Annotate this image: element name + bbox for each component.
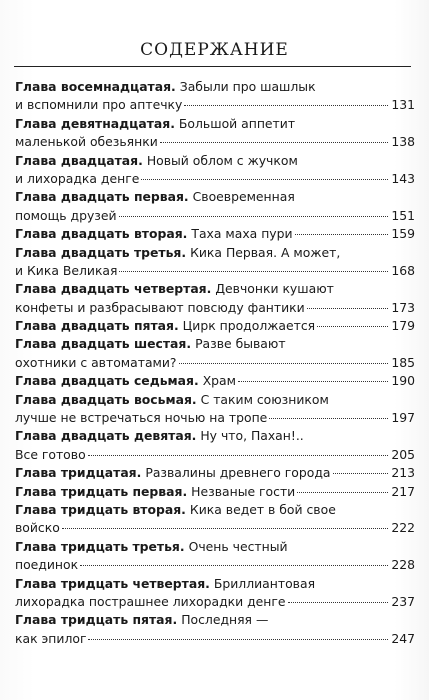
chapter-subtitle: Очень честный: [188, 538, 288, 554]
toc-entry[interactable]: [15, 483, 415, 501]
page-number: 205: [391, 446, 415, 462]
dot-leader: [297, 492, 388, 493]
toc-entry[interactable]: [15, 335, 415, 372]
dot-leader: [238, 381, 388, 382]
toc-entry-line: [15, 299, 415, 317]
toc-entry[interactable]: [15, 115, 415, 152]
chapter-subtitle: лучше не встречаться ночью на тропе: [15, 410, 268, 426]
chapter-subtitle: Ну что, Пахан!..: [200, 428, 304, 444]
toc-entry-line: [15, 170, 415, 188]
chapter-title: Глава тридцать третья.: [15, 538, 185, 554]
toc-entry-line: [15, 593, 415, 611]
page-number: 168: [391, 262, 415, 278]
toc-entry[interactable]: [15, 78, 415, 115]
chapter-subtitle: Незваные гости: [191, 483, 296, 499]
toc-entry-line: [15, 611, 415, 629]
dot-leader: [62, 528, 389, 529]
chapter-subtitle: маленькой обезьянки: [15, 134, 158, 150]
page-number: 185: [391, 354, 415, 370]
chapter-title: Глава двадцать четвертая.: [15, 281, 212, 297]
toc-entry-line: [15, 78, 415, 96]
toc-entry[interactable]: [15, 575, 415, 612]
chapter-title: Глава двадцать шестая.: [15, 336, 192, 352]
toc-entry-line: [15, 483, 415, 501]
dot-leader: [307, 308, 389, 309]
chapter-subtitle: Девчонки кушают: [215, 281, 334, 297]
dot-leader: [184, 105, 388, 106]
page-number: 179: [391, 318, 415, 334]
chapter-subtitle: Таха маха пури: [191, 226, 293, 242]
toc-entry-line: [15, 96, 415, 114]
toc-entry-line: [15, 317, 415, 335]
dot-leader: [317, 326, 388, 327]
page-number: 151: [391, 207, 415, 223]
toc-entry[interactable]: [15, 317, 415, 335]
chapter-title: Глава тридцать пятая.: [15, 612, 178, 628]
dot-leader: [88, 639, 388, 640]
toc-entry-line: [15, 115, 415, 133]
chapter-subtitle: Своевременная: [192, 189, 295, 205]
chapter-subtitle: лихорадка пострашнее лихорадки денге: [15, 593, 286, 609]
toc-entry-line: [15, 556, 415, 574]
dot-leader: [88, 455, 389, 456]
toc-entry-line: [15, 630, 415, 648]
dot-leader: [333, 473, 389, 474]
page-number: 217: [391, 483, 415, 499]
toc-entry[interactable]: [15, 244, 415, 281]
chapter-subtitle: Цирк продолжается: [182, 318, 316, 334]
toc-entry-line: [15, 409, 415, 427]
toc-entry-line: [15, 501, 415, 519]
chapter-title: Глава двадцать вторая.: [15, 226, 188, 242]
page-number: 247: [391, 630, 415, 646]
toc-entry-line: [15, 354, 415, 372]
chapter-subtitle: конфеты и разбрасывают повсюду фантики: [15, 299, 305, 315]
chapter-title: Глава двадцать первая.: [15, 189, 189, 205]
toc-entry-line: [15, 519, 415, 537]
page-number: 228: [391, 557, 415, 573]
dot-leader: [160, 142, 389, 143]
chapter-title: Глава тридцать вторая.: [15, 501, 186, 517]
chapter-subtitle: Новый облом с жучком: [146, 152, 298, 168]
dot-leader: [119, 216, 389, 217]
toc-entry-line: [15, 372, 415, 390]
page-number: 197: [391, 410, 415, 426]
toc-entry-line: [15, 391, 415, 409]
toc-entry-line: [15, 262, 415, 280]
toc-entry[interactable]: [15, 372, 415, 390]
chapter-title: Глава двадцатая.: [15, 152, 143, 168]
page-number: 213: [391, 465, 415, 481]
chapter-subtitle: охотники с автоматами?: [15, 354, 177, 370]
chapter-title: Глава двадцать девятая.: [15, 428, 197, 444]
dot-leader: [179, 363, 389, 364]
page-number: 222: [391, 520, 415, 536]
toc-entry[interactable]: [15, 152, 415, 189]
title-divider: [14, 66, 411, 67]
toc-entry[interactable]: [15, 427, 415, 464]
toc-entry-line: [15, 335, 415, 353]
chapter-subtitle: войско: [15, 520, 60, 536]
toc-entry-line: [15, 575, 415, 593]
toc-entry-line: [15, 133, 415, 151]
chapter-title: Глава двадцать седьмая.: [15, 373, 199, 389]
toc-entry-line: [15, 446, 415, 464]
page-number: 173: [391, 299, 415, 315]
chapter-title: Глава восемнадцатая.: [15, 79, 176, 94]
toc-entry-line: [15, 538, 415, 556]
toc-entry-line: [15, 207, 415, 225]
toc-entry-line: [15, 280, 415, 298]
dot-leader: [288, 602, 389, 603]
chapter-subtitle: как эпилог: [15, 630, 87, 646]
toc-entry-line: [15, 427, 415, 445]
dot-leader: [119, 271, 388, 272]
chapter-subtitle: поединок: [15, 557, 79, 573]
page-title: СОДЕРЖАНИЕ: [140, 40, 289, 60]
toc-entry-line: [15, 244, 415, 262]
toc-entry[interactable]: [15, 611, 415, 648]
toc-entry[interactable]: [15, 188, 415, 225]
dot-leader: [295, 234, 389, 235]
dot-leader: [141, 179, 388, 180]
chapter-subtitle: Забыли про шашлык: [179, 79, 316, 94]
page-number: 190: [391, 373, 415, 389]
chapter-title: Глава двадцать третья.: [15, 244, 187, 260]
toc-entry-line: [15, 152, 415, 170]
chapter-subtitle: Разве бывают: [195, 336, 286, 352]
chapter-subtitle: Большой аппетит: [178, 115, 296, 131]
toc-entry-line: [15, 464, 415, 482]
toc-entry-line: [15, 188, 415, 206]
toc-entry[interactable]: [15, 391, 415, 428]
dot-leader: [80, 565, 388, 566]
chapter-subtitle: Все готово: [15, 446, 86, 462]
chapter-subtitle: Кика Первая. А может,: [190, 244, 341, 260]
chapter-title: Глава двадцать восьмая.: [15, 391, 197, 407]
chapter-title: Глава девятнадцатая.: [15, 115, 175, 131]
chapter-title: Глава тридцать четвертая.: [15, 575, 210, 591]
chapter-subtitle: Кика ведет в бой свое: [189, 501, 336, 517]
chapter-title: Глава двадцать пятая.: [15, 318, 179, 334]
toc-entry[interactable]: [15, 501, 415, 538]
toc-entry-line: [15, 225, 415, 243]
chapter-title: Глава тридцатая.: [15, 465, 142, 481]
chapter-subtitle: и Кика Великая: [15, 262, 118, 278]
page-number: 131: [391, 97, 415, 113]
dot-leader: [269, 418, 388, 419]
toc-entry[interactable]: [15, 225, 415, 243]
page-number: 237: [391, 593, 415, 609]
chapter-subtitle: Последняя —: [181, 612, 269, 628]
page-number: 138: [391, 134, 415, 150]
chapter-subtitle: Развалины древнего города: [145, 465, 331, 481]
table-of-contents: [15, 78, 415, 648]
chapter-subtitle: и вспомнили про аптечку: [15, 97, 183, 113]
chapter-subtitle: Храм: [202, 373, 236, 389]
chapter-title: Глава тридцать первая.: [15, 483, 188, 499]
toc-entry[interactable]: [15, 464, 415, 482]
chapter-subtitle: и лихорадка денге: [15, 170, 140, 186]
chapter-subtitle: Бриллиантовая: [213, 575, 316, 591]
toc-entry[interactable]: [15, 538, 415, 575]
toc-entry[interactable]: [15, 280, 415, 317]
chapter-subtitle: помощь друзей: [15, 207, 117, 223]
chapter-subtitle: С таким союзником: [200, 391, 329, 407]
page-number: 159: [391, 226, 415, 242]
page-number: 143: [391, 170, 415, 186]
